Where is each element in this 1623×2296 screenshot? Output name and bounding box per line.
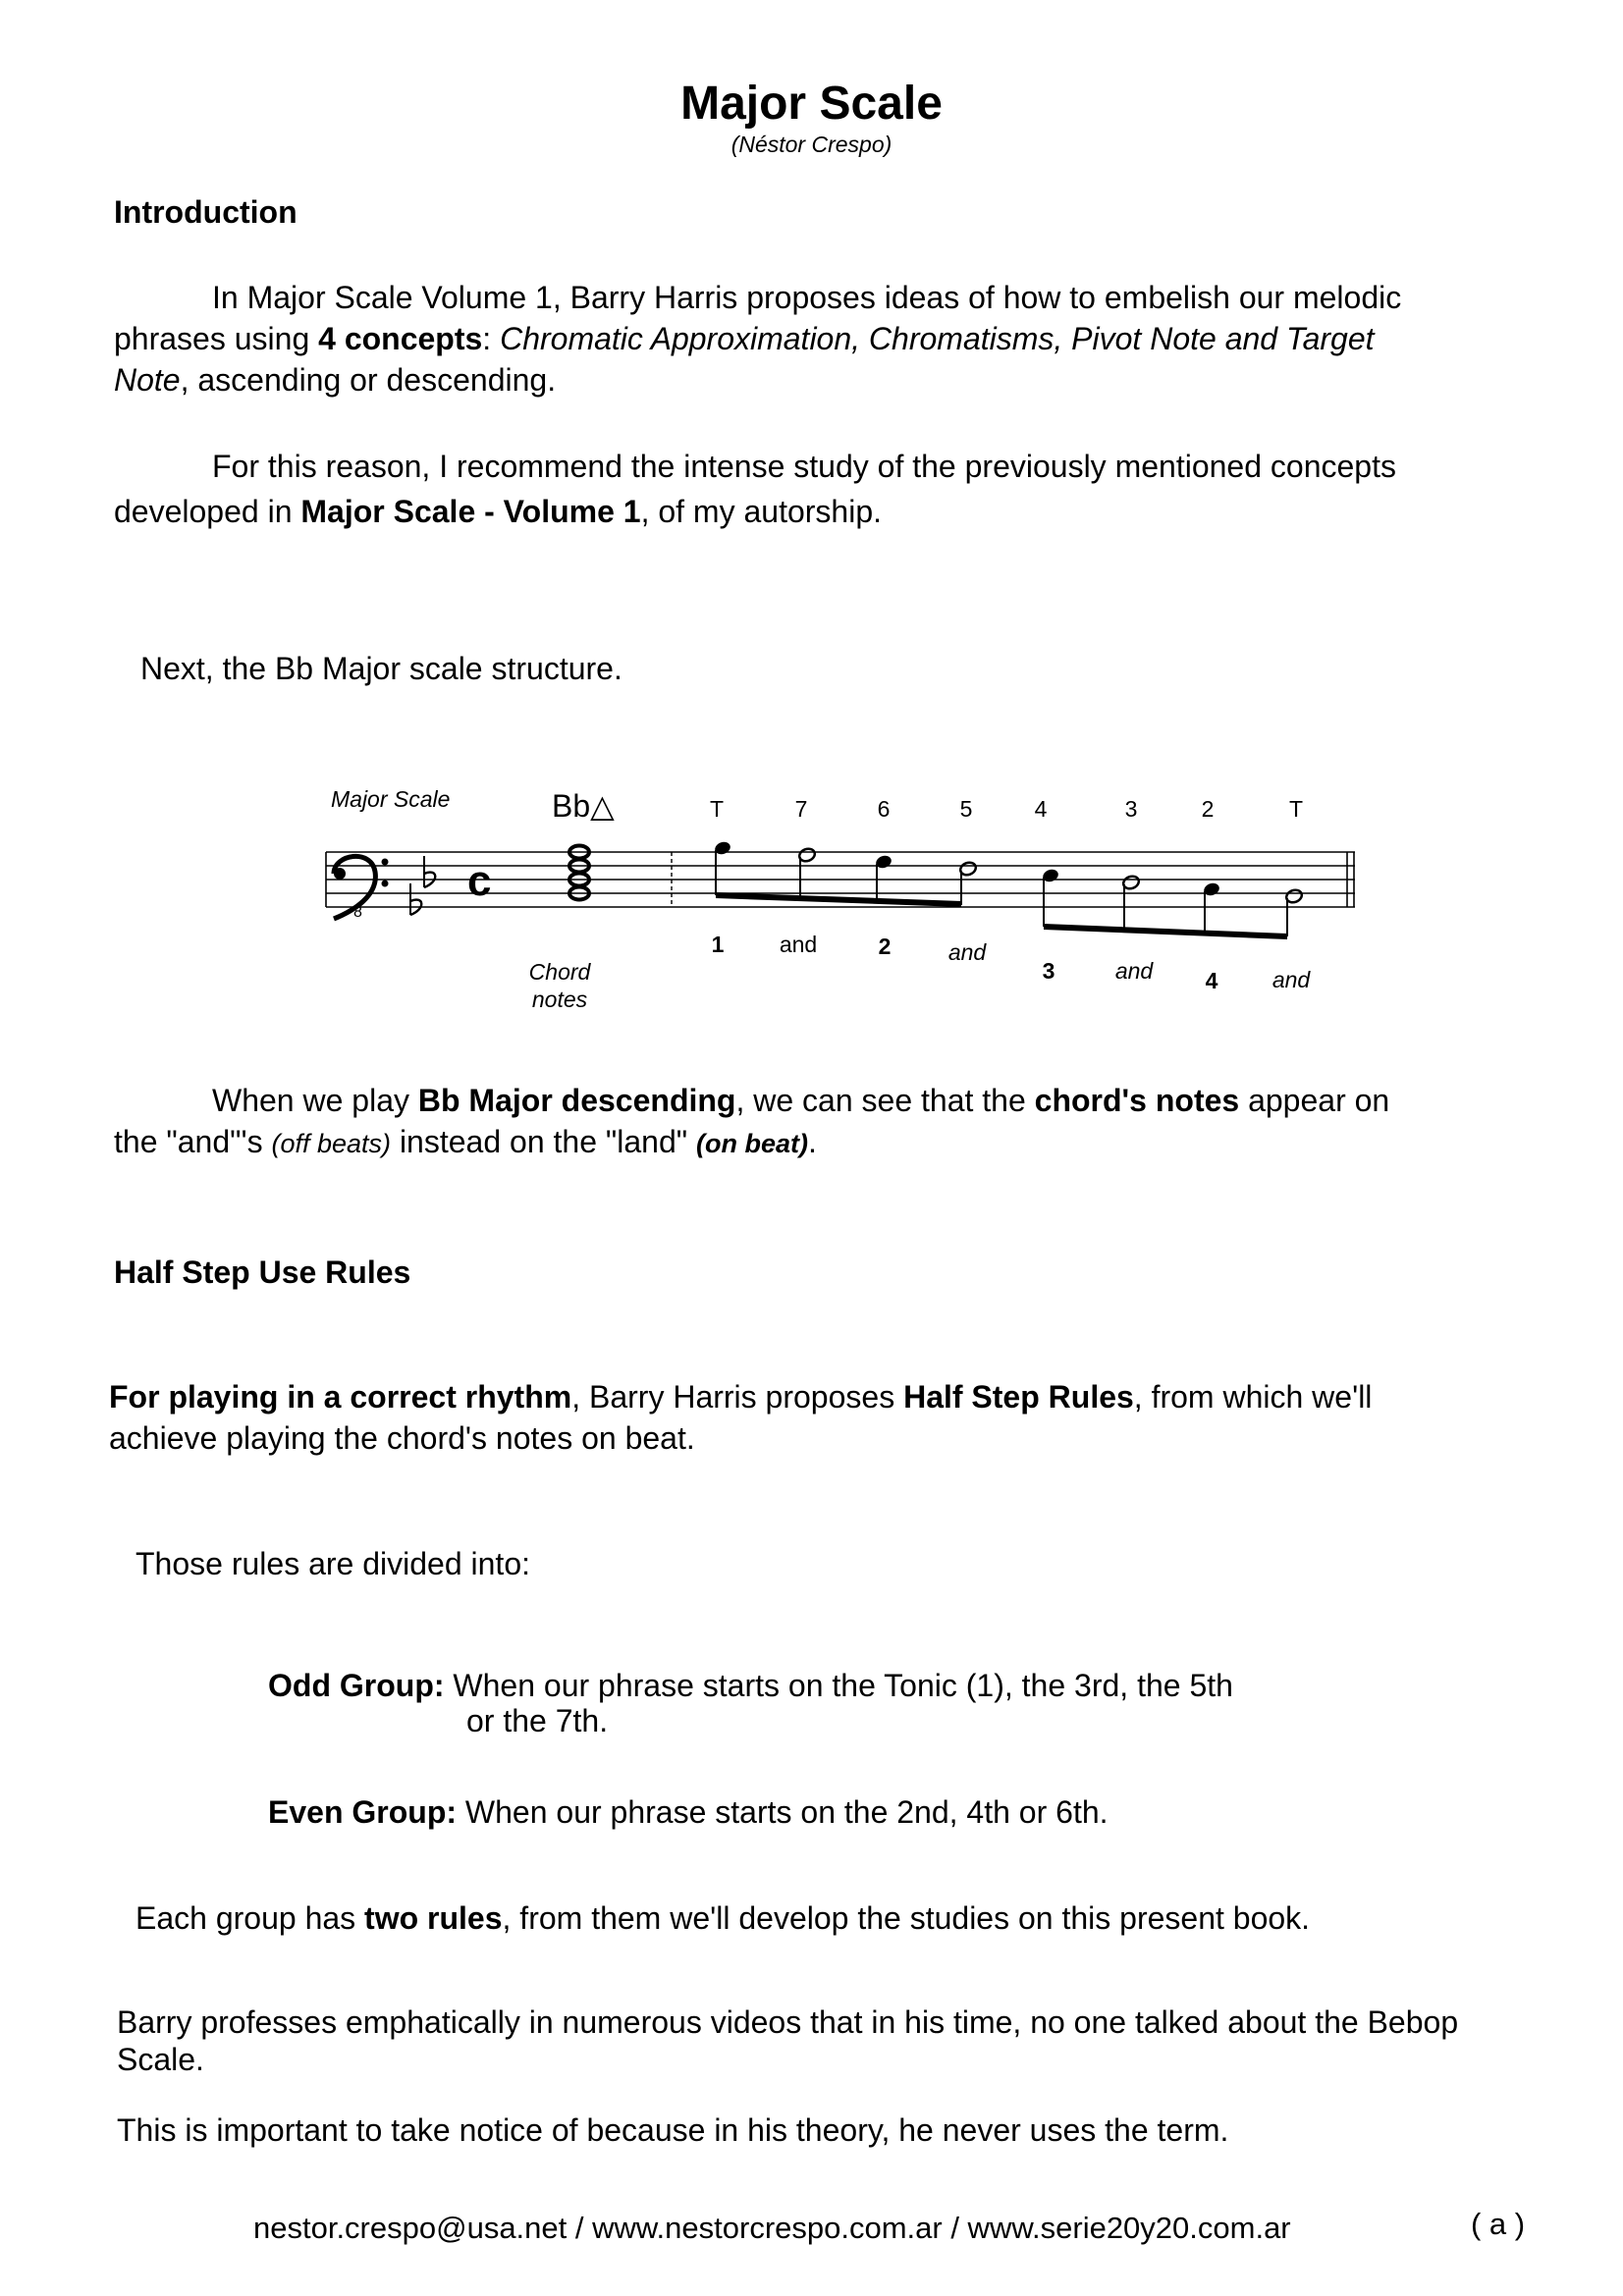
bold-text: Bb Major descending	[417, 1083, 736, 1118]
count-label: and	[1114, 958, 1154, 984]
text: For this reason, I recommend the intense study of the previously mentioned concepts	[212, 449, 1396, 484]
degree-label: 2	[1201, 796, 1215, 822]
count-label: 1	[711, 932, 725, 957]
text: , from them we'll develop the studies on this present book.	[502, 1900, 1311, 1936]
divided-line: Those rules are divided into:	[135, 1546, 530, 1581]
bold-text: For playing in a correct rhythm	[109, 1379, 572, 1415]
next-line: Next, the Bb Major scale structure.	[140, 651, 622, 686]
caption-line: notes	[531, 987, 588, 1012]
two-rules-line	[135, 1897, 1549, 1939]
degree-label: T	[1288, 796, 1304, 822]
notation-label: Major Scale	[331, 786, 451, 812]
text: developed in	[114, 494, 301, 529]
count-label: and	[779, 932, 818, 957]
degree-label: 6	[877, 796, 891, 822]
descending-paragraph	[114, 1080, 1528, 1164]
page-number: ( a )	[1471, 2207, 1526, 2241]
bold-text: Major Scale - Volume 1	[300, 494, 641, 529]
degree-label: 4	[1034, 796, 1048, 822]
count-label: and	[1271, 967, 1311, 992]
text: , Barry Harris proposes	[571, 1379, 904, 1415]
text: , ascending or descending.	[180, 362, 557, 398]
text: , of my autorship.	[640, 494, 882, 529]
text: , we can see that the	[735, 1083, 1035, 1118]
chord-notes-caption	[529, 959, 592, 1012]
ottava-label: 8	[353, 904, 362, 921]
bold-text: Half Step Rules	[903, 1379, 1134, 1415]
note-group-2	[1041, 868, 1303, 939]
scale-degrees	[710, 796, 1303, 822]
text: or the 7th.	[466, 1703, 609, 1738]
text: In Major Scale Volume 1, Barry Harris proposes ideas of how to embelish our melodic	[212, 280, 1402, 315]
italic-text: Note	[114, 362, 181, 398]
text: instead on the "land"	[391, 1124, 696, 1159]
count-label: 2	[878, 934, 892, 959]
music-notation	[295, 775, 1375, 1031]
degree-label: 7	[794, 796, 808, 822]
text: When we play	[212, 1083, 418, 1118]
text: phrases using	[114, 321, 319, 356]
chord-whole-notes	[569, 846, 589, 900]
count-label: 3	[1042, 958, 1055, 984]
text: :	[482, 321, 501, 356]
text: , from which we'll	[1133, 1379, 1373, 1415]
common-time-icon: c	[467, 857, 492, 905]
text: Barry professes emphatically in numerous videos that in his time, no one talked about the Bebop	[117, 2004, 1459, 2040]
flat-icon	[424, 856, 435, 887]
beam	[716, 892, 961, 907]
footer-contacts: nestor.crespo@usa.net / www.nestorcrespo.com.ar / www.serie20y20.com.ar	[253, 2211, 1291, 2245]
beat-counts	[712, 932, 1312, 993]
text: Each group has	[135, 1900, 365, 1936]
degree-label: T	[709, 796, 725, 822]
intro-paragraph-2	[114, 446, 1528, 532]
text: When our phrase starts on the 2nd, 4th or 6th.	[457, 1794, 1109, 1830]
text: appear on	[1239, 1083, 1390, 1118]
bold-text: 4 concepts	[318, 321, 483, 356]
flat-icon	[410, 883, 421, 915]
bold-text: two rules	[364, 1900, 503, 1936]
barry-paragraph	[117, 2003, 1570, 2078]
degree-label: 3	[1124, 796, 1138, 822]
half-step-paragraph	[109, 1376, 1523, 1459]
page-title: Major Scale	[680, 78, 943, 130]
chord-symbol: Bb△	[552, 788, 615, 824]
half-step-heading: Half Step Use Rules	[114, 1255, 411, 1290]
italic-text: (on beat)	[695, 1129, 808, 1158]
degree-label: 5	[959, 796, 973, 822]
text: Scale.	[117, 2042, 204, 2077]
odd-group	[268, 1665, 1446, 1741]
intro-paragraph-1	[114, 277, 1528, 400]
count-label: 4	[1205, 968, 1218, 993]
beam	[1044, 924, 1287, 939]
note-group-1	[713, 840, 977, 907]
author-name: (Néstor Crespo)	[730, 132, 893, 157]
introduction-heading: Introduction	[114, 194, 298, 230]
caption-line: Chord	[528, 959, 591, 985]
text: When our phrase starts on the Tonic (1), the 3rd, the 5th	[444, 1668, 1233, 1703]
even-group-label: Even Group:	[268, 1794, 458, 1830]
bold-text: chord's notes	[1034, 1083, 1240, 1118]
italic-text: (off beats)	[271, 1129, 392, 1158]
important-line: This is important to take notice of because in his theory, he never uses the term.	[117, 2112, 1229, 2148]
text: .	[807, 1124, 817, 1159]
text: the "and"'s	[114, 1124, 272, 1159]
count-label: and	[947, 939, 987, 965]
odd-group-label: Odd Group:	[268, 1668, 445, 1703]
text: achieve playing the chord's notes on beat.	[109, 1420, 695, 1456]
even-group	[268, 1791, 1446, 1833]
italic-text: Chromatic Approximation, Chromatisms, Pivot Note and Target	[500, 321, 1375, 356]
